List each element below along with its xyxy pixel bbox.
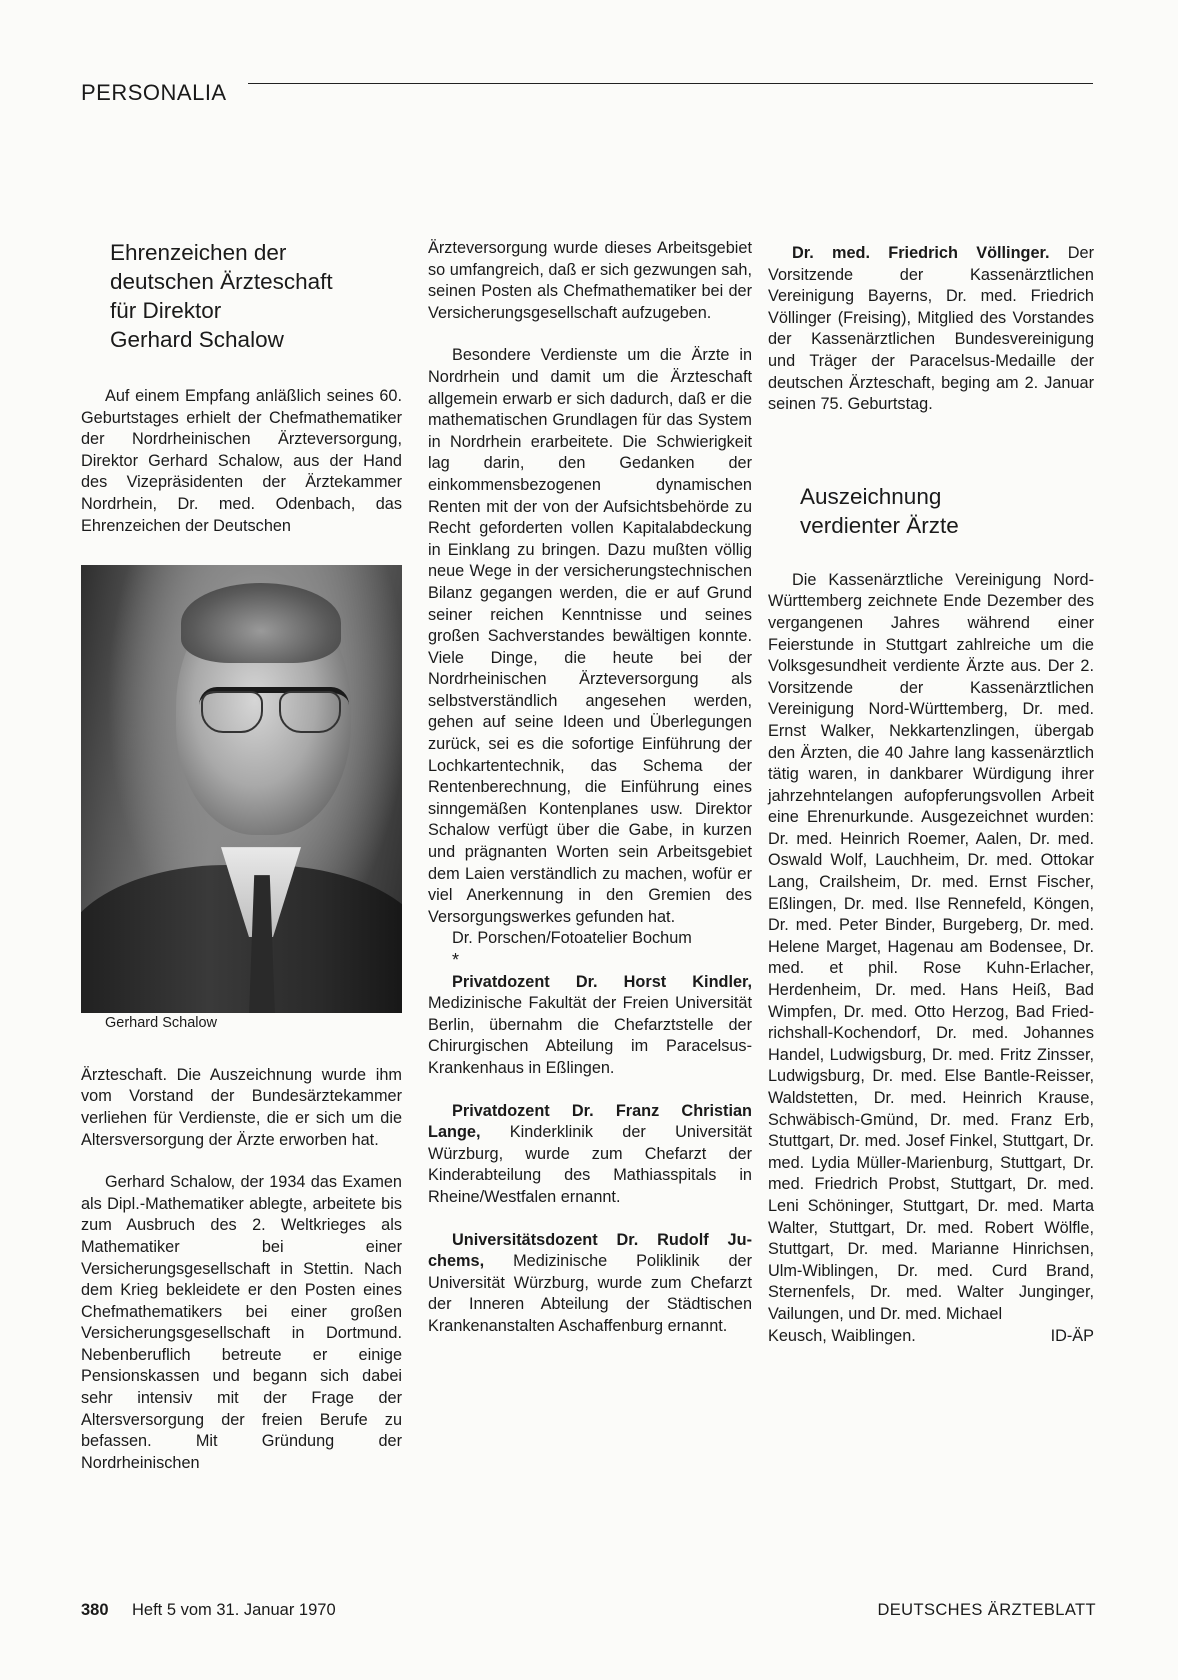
section-title: PERSONALIA (81, 80, 227, 105)
article-headline (110, 238, 402, 354)
article-paragraph: Besondere Verdienste um die Ärzte in Nordrhein und damit um die Ärzteschaft allgemein erwarb er sich dadurch, daß er die mathematischen Grundlagen für das System in Nordrhein erarbeitete. Die Schwierigkeit lag darin, den Gedanken der einkommensbezogenen dynamischen Renten mit der von der Aufsichtsbehörde zu Recht geforderten vollen Kapitalabdeckung in Einklang zu bringen. Dazu mußten völlig neue Wege in der versicherungstechnischen Bilanz gegangen werden, die er auf Grund seiner reichen Kenntnisse und seines großen Sachverstandes bewältigen konnte. Viele Dinge, die heute bei der Nordrheinischen Ärzteversorgung als selbstverständlich angesehen werden, gehen auf seine Ideen und Überlegungen zurück, sei es die sofortige Einführung der Lochkartentechnik, das Schema der Rentenberechnung, die Einführung eines sinngemäßen Kontenplanes usw. Direktor Schalow verfügt über die Gabe, in kurzen und prägnanten Worten sein Arbeitsgebiet dem Laien verständlich zu machen, wofür er viel Anerkennung in den Gremien des Versorgungswerkes gefunden hat. (428, 346, 752, 926)
notice-text: Der Vorsitzende der Kassenärztlichen Vereinigung Bayerns, Dr. med. Friedrich Völlinger (Freising), Mitglied des Vorstandes der Kassenärztlichen Bundesvereinigung und Träger der Paracelsus-Medaille der deutschen Ärzteschaft, beging am 2. Januar seinen 75. Geburtstag. (768, 244, 1094, 414)
article-paragraph: Gerhard Schalow, der 1934 das Examen als Dipl.-Mathematiker ablegte, arbeitete bis zum Ausbruch des 2. Weltkrieges als Mathematiker bei einer Versicherungsgesellschaft in Stettin. Nach dem Krieg bekleidete er den Posten eines Chefmathematikers bei einer großen Versicherungsgesellschaft in Dortmund. Nebenberuflich betreute er einige Pensionskassen und begann sich dabei sehr intensiv mit der Frage der Altersversorgung der freien Berufe zu befassen. Mit Gründung der Nordrheinischen (81, 1173, 402, 1472)
column-2 (428, 238, 752, 1338)
article-paragraph: Auf einem Empfang anläßlich seines 60. Geburtstages erhielt der Chefmathematiker der Nordrheinischen Ärzteversorgung, Direktor Gerhard Schalow, aus der Hand des Vizepräsidenten der Ärztekammer Nordrhein, Dr. med. Odenbach, das Ehrenzeichen der Deutschen (81, 387, 402, 535)
photo-caption: Gerhard Schalow (105, 1015, 218, 1032)
column-3 (768, 243, 1094, 1347)
photo-credit: Dr. Porschen/Fotoatelier Bochum (452, 929, 692, 948)
column-1 (81, 238, 402, 1474)
notice-name: Privatdozent Dr. Horst Kindler, (452, 972, 752, 991)
signature: ID-ÄP (1050, 1326, 1094, 1345)
separator-star: * (452, 950, 460, 970)
article-headline (800, 482, 1094, 540)
headline-line: Ehrenzeichen der (110, 240, 287, 265)
article-paragraph: Die Kassenärztliche Vereinigung Nord-Württemberg zeichnete Ende Dezember des vergangenen Jahres während einer Feierstunde in Stuttgart zahlreiche um die Volksgesundheit verdiente Ärzte aus. Der 2. Vorsitzende der Kassenärztlichen Vereinigung Nord-Württemberg, Dr. med. Ernst Walker, Nekkartenzlingen, übergab den Ärzten, die 40 Jahre lang kassenärztlich tätig waren, in dankbarer Würdigung ihrer jahrzehntelangen aufopferungsvollen Arbeit eine Ehrenurkunde. Ausgezeichnet wurden: Dr. med. Heinrich Roemer, Aalen, Dr. med. Oswald Wolf, Lauchheim, Dr. med. Ottokar Lang, Crailsheim, Dr. med. Ernst Fischer, Eßlingen, Dr. med. Ilse Rennefeld, Köngen, Dr. med. Peter Binder, Burgeberg, Dr. med. Helene Marget, Hagenau am Bodensee, Dr. med. et phil. Rose Kuhn-Erlacher, Herdenheim, Dr. med. Hans Heiß, Bad Wimpfen, Dr. med. Otto Herzog, Bad Friedrichshall-Kochendorf, Dr. med. Johannes Handel, Ludwigsburg, Dr. med. Fritz Zinsser, Ludwigsburg, Dr. med. Else Bantle-Reisser, Waldstetten, Dr. med. Heinrich Krause, Schwäbisch-Gmünd, Dr. med. Franz Erb, Stuttgart, Dr. med. Josef Finkel, Stuttgart, Dr. med. Lydia Müller-Marienburg, Stuttgart, Dr. med. Friedrich Probst, Stuttgart, Dr. med. Leni Schöninger, Stuttgart, Dr. med. Marta Walter, Stuttgart, Dr. med. Robert Wölfle, Stuttgart, Dr. med. Marianne Hinrichsen, Ulm-Wiblingen, Dr. med. Curd Brand, Sternenfels, Dr. med. Walter Junginger, Vailungen, und Dr. med. Michael (768, 570, 1094, 1323)
headline-line: verdienter Ärzte (800, 512, 959, 538)
notice-voellinger (768, 243, 1094, 416)
headline-line: Auszeichnung (800, 483, 942, 509)
notice-text: Medizinische Fakultät der Freien Universität Berlin, übernahm die Chefarztstelle der Chirurgischen Abteilung im Paracelsus-Krankenhaus in Eßlingen. (428, 994, 752, 1077)
portrait-photo (81, 565, 402, 1013)
headline-line: deutschen Ärzteschaft (110, 269, 333, 294)
last-line-text: Keusch, Waiblingen. (768, 1326, 916, 1345)
notice-lange (428, 1101, 752, 1209)
header-rule (248, 83, 1093, 84)
journal-name: DEUTSCHES ÄRZTEBLATT (877, 1601, 1096, 1619)
notice-text: Medizinische Poliklinik der Universität Würzburg, wurde zum Chefarzt der Inneren Abteilung der Städtischen Krankenanstalten Aschaffenburg ernannt. (428, 1252, 752, 1335)
notice-text: Kinderklinik der Universität Würzburg, wurde zum Chefarzt der Kinderabteilung des Mathiasspitals in Rheine/Westfalen ernannt. (428, 1123, 752, 1206)
notice-name: Privatdozent Dr. Franz Christian Lange, (428, 1101, 752, 1142)
notice-juchems (428, 1230, 752, 1338)
article-paragraph: Ärzteversorgung wurde dieses Arbeitsgebiet so umfangreich, daß er sich gezwungen sah, seinen Posten als Chefmathematiker bei der Versicherungsgesellschaft aufzugeben. (428, 239, 752, 322)
issue-info: Heft 5 vom 31. Januar 1970 (132, 1601, 336, 1619)
notice-name: Dr. med. Friedrich Völlinger. (792, 244, 1050, 262)
closing-line (768, 1326, 1094, 1348)
page-number: 380 (81, 1601, 109, 1619)
article-paragraph: Ärzteschaft. Die Auszeichnung wurde ihm vom Vorstand der Bundesärztekammer verliehen für Verdienste, die er sich um die Altersversorgung der Ärzte erworben hat. (81, 1065, 402, 1149)
headline-line: Gerhard Schalow (110, 327, 284, 352)
notice-kindler (428, 972, 752, 1080)
headline-line: für Direktor (110, 298, 222, 323)
notice-name: Universitätsdozent Dr. Rudolf Juchems, (428, 1230, 752, 1271)
